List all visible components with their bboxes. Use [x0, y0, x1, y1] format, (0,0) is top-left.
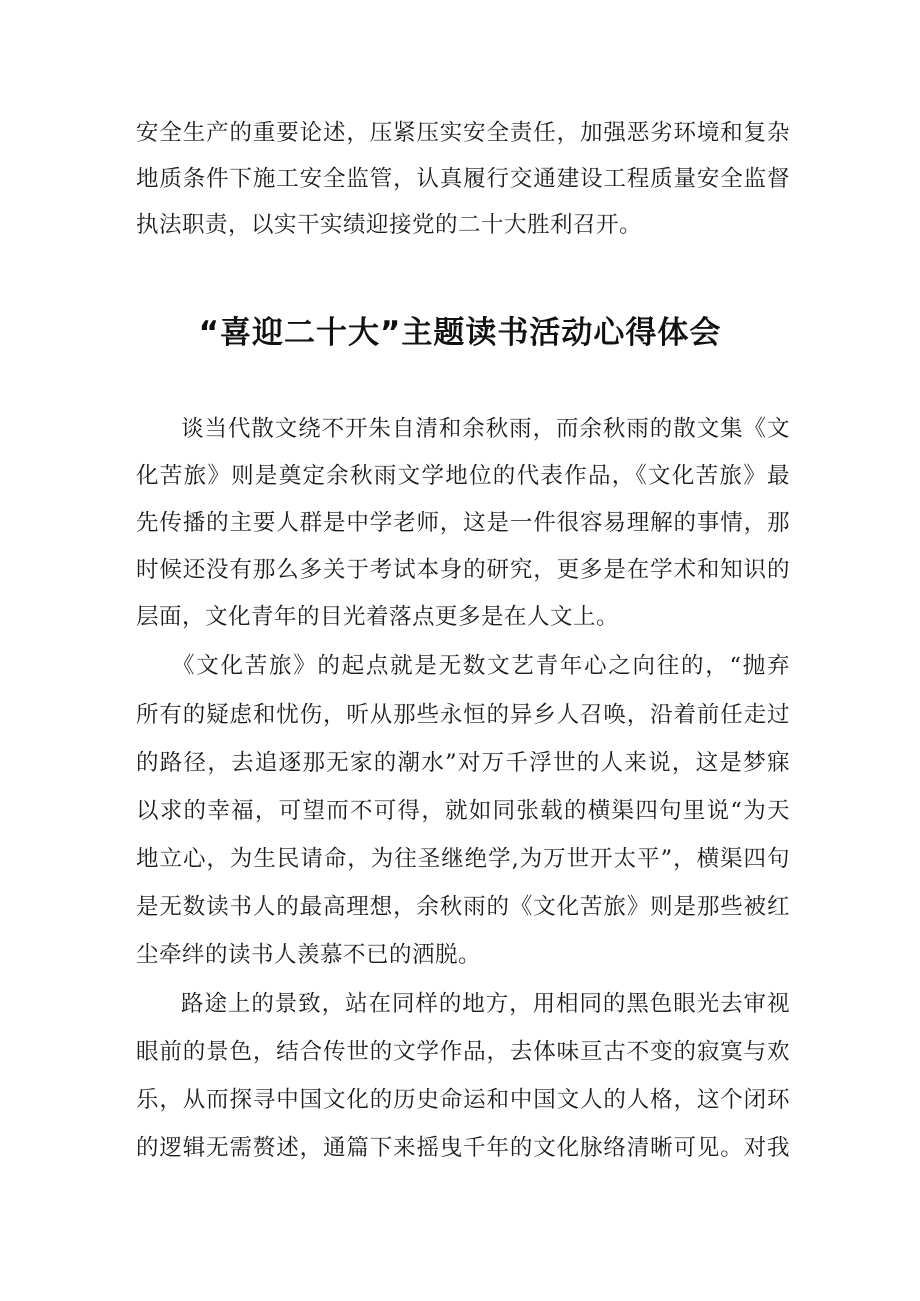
- paragraph-2-line: 的路径，去追逐那无家的潮水”对万千浮世的人来说，这是梦寐: [136, 750, 790, 776]
- intro-line: 执法职责，以实干实绩迎接党的二十大胜利召开。: [136, 212, 643, 238]
- paragraph-3-line: 乐，从而探寻中国文化的历史命运和中国文人的人格，这个闭环: [136, 1087, 790, 1113]
- paragraph-1-line: 时候还没有那么多关于考试本身的研究，更多是在学术和知识的: [136, 557, 790, 583]
- intro-line: 地质条件下施工安全监管，认真履行交通建设工程质量安全监督: [136, 166, 790, 192]
- paragraph-3-line: 路途上的景致，站在同样的地方，用相同的黑色眼光去审视: [181, 991, 790, 1017]
- paragraph-2-line: 是无数读书人的最高理想，余秋雨的《文化苦旅》则是那些被红: [136, 894, 790, 920]
- paragraph-3-line: 的逻辑无需赘述，通篇下来摇曳千年的文化脉络清晰可见。对我: [136, 1135, 790, 1161]
- article-title: “喜迎二十大”主题读书活动心得体会: [198, 315, 722, 351]
- paragraph-2-line: 以求的幸福，可望而不可得，就如同张载的横渠四句里说“为天: [136, 798, 790, 824]
- paragraph-2-line: 尘牵绊的读书人羡慕不已的洒脱。: [136, 942, 482, 968]
- paragraph-1-line: 层面，文化青年的目光着落点更多是在人文上。: [136, 604, 620, 630]
- paragraph-1-line: 谈当代散文绕不开朱自清和余秋雨，而余秋雨的散文集《文: [181, 416, 790, 442]
- paragraph-2-line: 所有的疑虑和忧伤，听从那些永恒的异乡人召唤，沿着前任走过: [136, 702, 790, 728]
- paragraph-2-line: 《文化苦旅》的起点就是无数文艺青年心之向往的，“抛弃: [172, 653, 790, 679]
- intro-line: 安全生产的重要论述，压紧压实安全责任，加强恶劣环境和复杂: [136, 120, 790, 146]
- paragraph-2-line: 地立心，为生民请命，为往圣继绝学,为万世开太平”，横渠四句: [136, 846, 790, 872]
- paragraph-1-line: 化苦旅》则是奠定余秋雨文学地位的代表作品，《文化苦旅》最: [136, 463, 790, 489]
- paragraph-3-line: 眼前的景色，结合传世的文学作品，去体味亘古不变的寂寞与欢: [136, 1039, 790, 1065]
- paragraph-1-line: 先传播的主要人群是中学老师，这是一件很容易理解的事情，那: [136, 510, 790, 536]
